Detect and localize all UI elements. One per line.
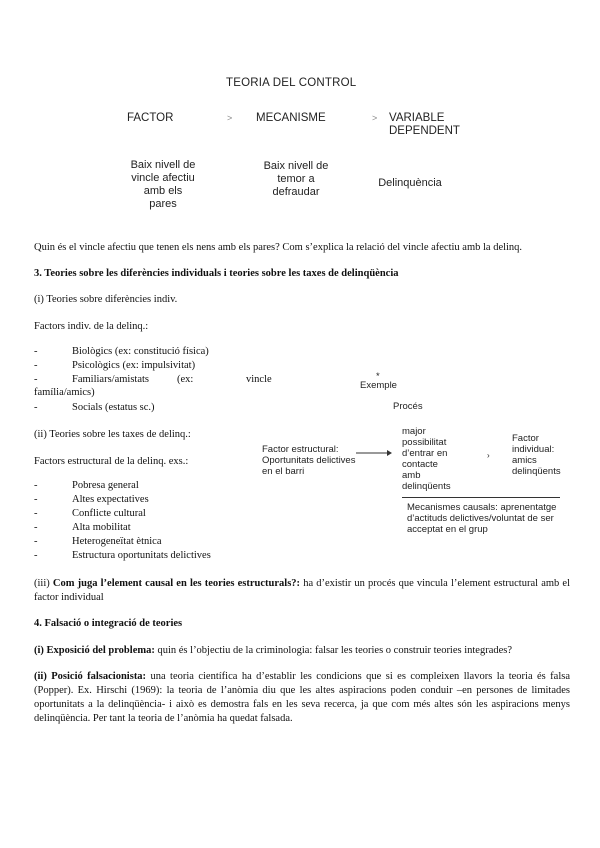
- list-item-text: Biològics (ex: constitució física): [72, 346, 209, 357]
- factor-line: pares: [149, 198, 177, 210]
- header-mecanisme-line: MECANISME: [256, 112, 326, 124]
- list-item-text: Alta mobilitat: [72, 522, 131, 533]
- arrow-icon: >: [227, 113, 233, 123]
- mecanismes-line: d’actituds delictives/voluntat de ser: [407, 513, 554, 524]
- factor-estructural-line: Oportunitats delictives: [262, 455, 356, 466]
- header-variable-line: VARIABLE: [389, 112, 445, 124]
- list-item-text: (ex:: [177, 374, 194, 385]
- arrow-icon: >: [372, 113, 378, 123]
- middle-line: major: [402, 426, 426, 437]
- sub3-bold: Com juga l’element causal en les teories estructurals?:: [52, 578, 301, 589]
- header-factor: [127, 112, 173, 125]
- factor-estructural-line: en el barri: [262, 466, 305, 477]
- factor-box: [110, 159, 216, 211]
- middle-line: delinqüents: [402, 481, 451, 492]
- factor-estructural-line: Factor estructural:: [262, 444, 339, 455]
- section4-heading: [34, 617, 570, 631]
- section3-heading: [34, 267, 570, 281]
- factor-line: vincle afectiu: [131, 172, 195, 184]
- list-item-text: Pobresa general: [72, 480, 139, 491]
- factor-line: Baix nivell de: [130, 159, 196, 171]
- mecanismes-line: Mecanismes causals: aprenentatge: [407, 502, 557, 513]
- variable-box: Delinquència: [378, 177, 442, 189]
- list-item-text: Familiars/amistats: [72, 374, 149, 385]
- question-text: Quin és el vincle afectiu que tenen els nens amb els pares? Com s’explica la relació del vincle afectiu amb la delinq.: [34, 242, 523, 253]
- list-dash: -: [34, 522, 38, 533]
- header-mecanisme: [256, 112, 326, 125]
- mecanisme-box: [246, 160, 346, 199]
- divider: [402, 497, 560, 498]
- list-dash: -: [34, 550, 38, 561]
- mecanisme-line: defraudar: [272, 186, 320, 198]
- middle-line: possibilitat: [402, 437, 447, 448]
- middle-line: contacte: [402, 459, 438, 470]
- star-mark: *: [376, 371, 380, 382]
- list-dash: -: [34, 374, 38, 385]
- list-item-text: Psicològics (ex: impulsivitat): [72, 360, 196, 371]
- mecanisme-line: Baix nivell de: [263, 160, 329, 172]
- middle-line: d’entrar en: [402, 448, 448, 459]
- factor-individual-line: amics: [512, 455, 537, 466]
- section3-sub1: (i) Teories sobre diferències indiv.: [34, 294, 178, 305]
- list-item-text: Heterogeneïtat ètnica: [72, 536, 162, 547]
- proces-label: Procés: [393, 401, 423, 412]
- p2-bold: (ii) Posició falsacionista:: [34, 671, 147, 682]
- structural-label: Factors estructural de la delinq. exs.:: [34, 456, 189, 467]
- header-variable-line: DEPENDENT: [389, 125, 460, 137]
- p1-bold: (i) Exposició del problema:: [34, 645, 155, 656]
- middle-box: [402, 426, 462, 492]
- list-dash: -: [34, 480, 38, 491]
- factor-individual-line: delinqüents: [512, 466, 561, 477]
- list-item-text: vincle: [246, 374, 272, 385]
- list-dash: -: [34, 360, 38, 371]
- sub3-label: (iii): [34, 578, 50, 589]
- section3-heading-text: 3. Teories sobre les diferències individuals i teories sobre les taxes de delinqüència: [34, 268, 399, 279]
- diagram-title: TEORIA DEL CONTROL: [226, 77, 357, 89]
- list-item-text: Altes expectatives: [72, 494, 149, 505]
- list-dash: -: [34, 508, 38, 519]
- header-factor-line: FACTOR: [127, 112, 174, 124]
- section4-p2: [34, 670, 570, 726]
- list-dash: -: [34, 346, 38, 357]
- middle-line: amb: [402, 470, 421, 481]
- list-dash: -: [34, 402, 38, 413]
- factor-line: amb els: [143, 185, 183, 197]
- sub3-text: ha d’existir un procés que vincula l’element estructural amb el factor individual: [34, 578, 570, 603]
- factor-estructural-box: [262, 444, 362, 477]
- section4-p1: [34, 644, 570, 658]
- factor-individual-box: [512, 433, 582, 477]
- factors-label: Factors indiv. de la delinq.:: [34, 321, 149, 332]
- list-dash: -: [34, 494, 38, 505]
- mecanismes-line: acceptat en el grup: [407, 524, 488, 535]
- arrow-right-icon: [356, 448, 392, 458]
- factor-individual-line: individual:: [512, 444, 555, 455]
- mecanismes-box: [407, 502, 567, 535]
- list-item-text: Socials (estatus sc.): [72, 402, 155, 413]
- exemple-label: Exemple: [360, 380, 397, 391]
- p2-text: una teoria científica ha d’establir les condicions que si es compleixen llavors la teoria és falsa (Popper). Ex. Hirschi (1969): la teoria de l’anòmia diu que les altes aspiracions poden conduir –en persones de limitades oportunitats a la delinqüència- i això es demostra fals en les seva recerca, ja que com més altes són les aspiracions menys delinqüència. Per tant la teoria de l’anòmia ha quedat falsada.: [34, 671, 570, 724]
- section3-sub3: [34, 577, 570, 605]
- factor-individual-line: Factor: [512, 433, 539, 444]
- header-variable: [389, 112, 460, 138]
- list-item-text: Estructura oportunitats delictives: [72, 550, 211, 561]
- section4-heading-text: 4. Falsació o integració de teories: [34, 618, 183, 629]
- mecanisme-line: temor a: [277, 173, 315, 185]
- list-item-text: Conflicte cultural: [72, 508, 146, 519]
- list-item-text: família/amics): [34, 387, 95, 398]
- p1-text: quin és l’objectiu de la criminologia: falsar les teories o construir teories integrades?: [154, 645, 513, 656]
- arrow-small-icon: ›: [487, 451, 490, 460]
- section3-sub2: (ii) Teories sobre les taxes de delinq.:: [34, 429, 191, 440]
- list-dash: -: [34, 536, 38, 547]
